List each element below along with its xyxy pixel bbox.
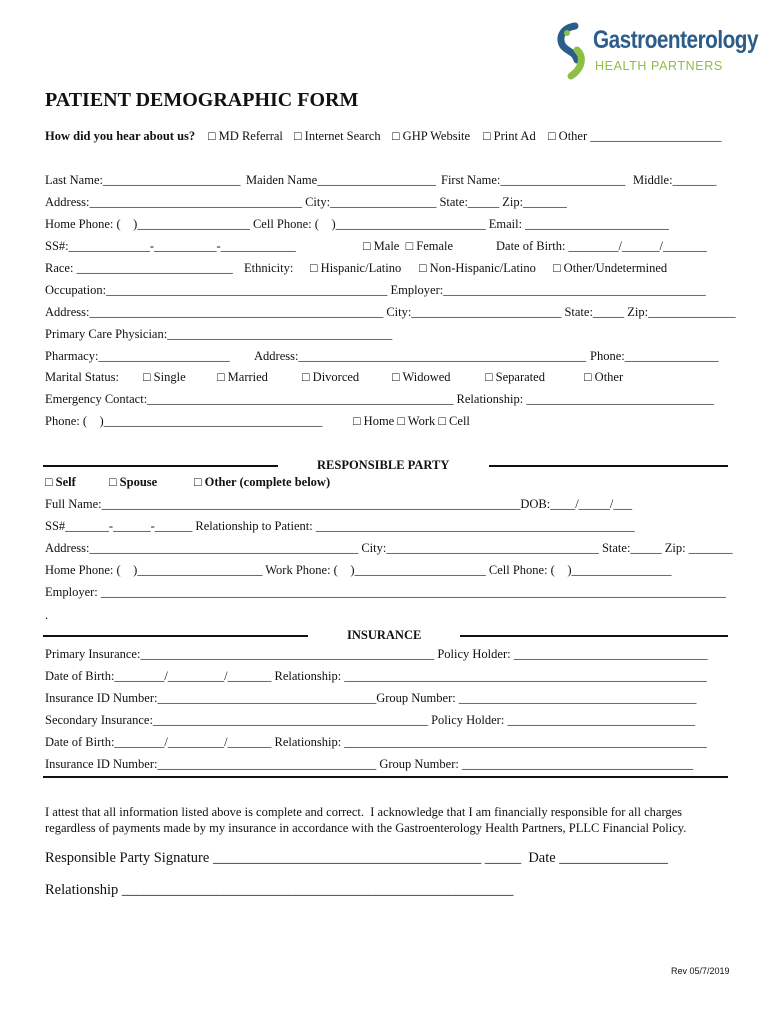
pharmacy-address-field[interactable]: Address:______________________________________________ [254, 349, 586, 363]
patient-phone-email-line[interactable]: Home Phone: ( )__________________ Cell Phone: ( )________________________ Email: _______________________ [45, 217, 669, 231]
referral-other-checkbox[interactable]: □ Other _____________________ [548, 129, 722, 143]
relationship-signature-field[interactable]: Relationship ______________________________________________________ [45, 882, 514, 898]
logo-mark-icon [553, 22, 593, 82]
responsible-full-name-dob-line[interactable]: Full Name:___________________________________________________________________DOB:____/_____/___ [45, 497, 633, 511]
marital-married-checkbox[interactable]: □ Married [217, 370, 268, 384]
primary-holder-dob-line[interactable]: Date of Birth:________/_________/_______ Relationship: __________________________________________________________ [45, 669, 707, 683]
marital-other-checkbox[interactable]: □ Other [584, 370, 624, 384]
responsible-party-heading: RESPONSIBLE PARTY [317, 458, 450, 472]
referral-print-ad-checkbox[interactable]: □ Print Ad [483, 129, 536, 143]
self-checkbox[interactable]: □ Self [45, 475, 76, 489]
ethnicity-label: Ethnicity: [244, 261, 294, 275]
marital-separated-checkbox[interactable]: □ Separated [485, 370, 545, 384]
company-logo [553, 22, 758, 82]
primary-insurance-id-line[interactable]: Insurance ID Number:___________________________________Group Number: ______________________________________ [45, 691, 697, 705]
ethnicity-other-checkbox[interactable]: □ Other/Undetermined [553, 261, 668, 275]
responsible-phones-line[interactable]: Home Phone: ( )____________________ Work Phone: ( )_____________________ Cell Phone: ( )________________ [45, 563, 672, 577]
responsible-ssn-relationship-line[interactable]: SS#_______-______-______ Relationship to Patient: ___________________________________________________ [45, 519, 635, 533]
marital-divorced-checkbox[interactable]: □ Divorced [302, 370, 360, 384]
marital-widowed-checkbox[interactable]: □ Widowed [392, 370, 451, 384]
stray-mark: . [45, 608, 49, 622]
section-divider [489, 465, 728, 467]
section-divider [43, 465, 278, 467]
phone-type-checkboxes[interactable]: □ Home □ Work □ Cell [353, 414, 470, 428]
last-name-field[interactable]: Last Name:______________________ [45, 173, 241, 187]
referral-question: How did you hear about us? [45, 129, 196, 143]
race-field[interactable]: Race: _________________________ [45, 261, 233, 275]
attestation-line-1: I attest that all information listed above is complete and correct. I acknowledge that I am financially responsible for all charges [45, 805, 683, 819]
section-divider [460, 635, 728, 637]
emergency-contact-line[interactable]: Emergency Contact:_________________________________________________ Relationship: ______________________________ [45, 392, 714, 406]
form-title: PATIENT DEMOGRAPHIC FORM [45, 89, 359, 111]
responsible-employer-field[interactable]: Employer: ____________________________________________________________________________________________________ [45, 585, 726, 599]
middle-name-field[interactable]: Middle:_______ [633, 173, 717, 187]
secondary-insurance-id-line[interactable]: Insurance ID Number:___________________________________ Group Number: _____________________________________ [45, 757, 694, 771]
employer-address-line[interactable]: Address:_______________________________________________ City:________________________ State:_____ Zip:______________ [45, 305, 736, 319]
emergency-phone-field[interactable]: Phone: ( )___________________________________ [45, 414, 323, 428]
referral-website-checkbox[interactable]: □ GHP Website [392, 129, 471, 143]
logo-name-line1: Gastroenterology [593, 26, 758, 54]
other-party-checkbox[interactable]: □ Other (complete below) [194, 475, 331, 489]
revision-label: Rev 05/7/2019 [671, 966, 730, 976]
section-divider [43, 635, 308, 637]
spouse-checkbox[interactable]: □ Spouse [109, 475, 158, 489]
secondary-insurance-line[interactable]: Secondary Insurance:____________________________________________ Policy Holder: ______________________________ [45, 713, 695, 727]
ssn-field[interactable]: SS#:_____________-__________-____________ [45, 239, 296, 253]
occupation-employer-line[interactable]: Occupation:_____________________________________________ Employer:__________________________________________ [45, 283, 706, 297]
first-name-field[interactable]: First Name:____________________ [441, 173, 626, 187]
ethnicity-hispanic-checkbox[interactable]: □ Hispanic/Latino [310, 261, 402, 275]
logo-name-line2: HEALTH PARTNERS [595, 59, 723, 73]
signature-date-line[interactable]: Responsible Party Signature _____________________________________ _____ Date _______________ [45, 850, 669, 866]
marital-single-checkbox[interactable]: □ Single [143, 370, 186, 384]
primary-care-physician-field[interactable]: Primary Care Physician:____________________________________ [45, 327, 393, 341]
referral-md-checkbox[interactable]: □ MD Referral [208, 129, 283, 143]
maiden-name-field[interactable]: Maiden Name___________________ [246, 173, 436, 187]
marital-status-label: Marital Status: [45, 370, 119, 384]
primary-insurance-line[interactable]: Primary Insurance:_______________________________________________ Policy Holder: _______________________________ [45, 647, 708, 661]
pharmacy-phone-field[interactable]: Phone:_______________ [590, 349, 719, 363]
ethnicity-non-hispanic-checkbox[interactable]: □ Non-Hispanic/Latino [419, 261, 536, 275]
insurance-heading: INSURANCE [347, 628, 422, 642]
sex-checkboxes[interactable]: □ Male □ Female [363, 239, 454, 253]
attestation-line-2: regardless of payments made by my insurance in accordance with the Gastroenterology Health Partners, PLLC Financial Policy. [45, 821, 687, 835]
responsible-address-line[interactable]: Address:___________________________________________ City:__________________________________ State:_____ Zip: _______ [45, 541, 733, 555]
section-divider [43, 776, 728, 778]
referral-internet-checkbox[interactable]: □ Internet Search [294, 129, 381, 143]
patient-address-line[interactable]: Address:__________________________________ City:_________________ State:_____ Zip:_______ [45, 195, 567, 209]
secondary-holder-dob-line[interactable]: Date of Birth:________/_________/_______ Relationship: __________________________________________________________ [45, 735, 707, 749]
date-of-birth-field[interactable]: Date of Birth: ________/______/_______ [496, 239, 707, 253]
pharmacy-field[interactable]: Pharmacy:_____________________ [45, 349, 230, 363]
